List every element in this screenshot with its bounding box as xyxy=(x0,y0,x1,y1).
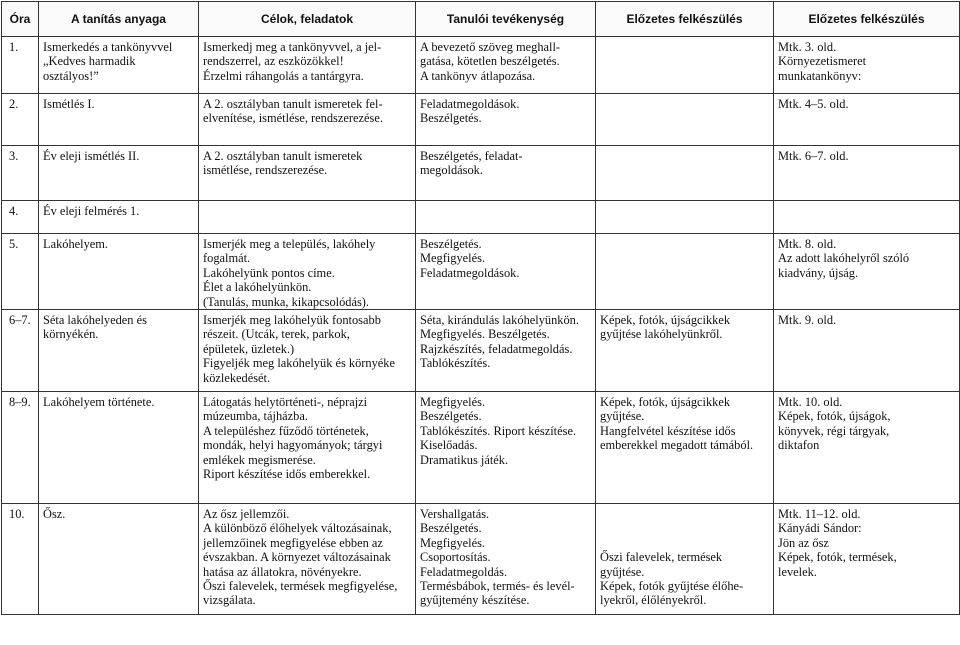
lesson-plan-table xyxy=(1,1,960,615)
cell-student-activity: Megfigyelés. Beszélgetés. Tablókészítés. Riport készítése. Kiselőadás. Dramatikus játék. xyxy=(416,392,596,504)
cell-preparation-2: Mtk. 8. old. Az adott lakóhelyről szóló kiadvány, újság. xyxy=(774,234,960,310)
cell-preparation-2: Mtk. 10. old. Képek, fotók, újságok, könyvek, régi tárgyak, diktafon xyxy=(774,392,960,504)
cell-teaching-material: Séta lakóhelyeden és környékén. xyxy=(39,310,199,392)
cell-preparation-2: Mtk. 9. old. xyxy=(774,310,960,392)
header-preparation-1: Előzetes felkészülés xyxy=(596,2,774,37)
cell-lesson-number: 8–9. xyxy=(2,392,39,504)
cell-goals-tasks: A 2. osztályban tanult ismeretek fel- elvenítése, ismétlése, rendszerezése. xyxy=(199,94,416,146)
cell-lesson-number: 6–7. xyxy=(2,310,39,392)
cell-preparation-1 xyxy=(596,37,774,94)
cell-teaching-material: Év eleji ismétlés II. xyxy=(39,146,199,201)
cell-lesson-number: 4. xyxy=(2,201,39,234)
table-row xyxy=(2,37,960,94)
cell-student-activity: Beszélgetés. Megfigyelés. Feladatmegoldások. xyxy=(416,234,596,310)
cell-lesson-number: 2. xyxy=(2,94,39,146)
cell-student-activity xyxy=(416,201,596,234)
cell-student-activity: A bevezető szöveg meghall- gatása, kötetlen beszélgetés. A tankönyv átlapozása. xyxy=(416,37,596,94)
cell-preparation-1: Képek, fotók, újságcikkek gyűjtése. Hangfelvétel készítése idős emberekkel megadott támából. xyxy=(596,392,774,504)
cell-goals-tasks: Ismerkedj meg a tankönyvvel, a jel- rendszerrel, az eszközökkel! Érzelmi ráhangolás a tantárgyra. xyxy=(199,37,416,94)
table-row xyxy=(2,310,960,392)
header-lesson-number: Óra xyxy=(2,2,39,37)
cell-teaching-material: Lakóhelyem története. xyxy=(39,392,199,504)
cell-student-activity: Séta, kirándulás lakóhelyünkön. Megfigyelés. Beszélgetés. Rajzkészítés, feladatmegoldás. Tablókészítés. xyxy=(416,310,596,392)
table-row xyxy=(2,392,960,504)
table-row xyxy=(2,504,960,615)
cell-student-activity: Beszélgetés, feladat- megoldások. xyxy=(416,146,596,201)
cell-teaching-material: Lakóhelyem. xyxy=(39,234,199,310)
header-goals-tasks: Célok, feladatok xyxy=(199,2,416,37)
cell-student-activity: Vershallgatás. Beszélgetés. Megfigyelés. Csoportosítás. Feladatmegoldás. Termésbábok, termés- és levél- gyűjtemény készítése. xyxy=(416,504,596,615)
cell-teaching-material: Év eleji felmérés 1. xyxy=(39,201,199,234)
cell-student-activity: Feladatmegoldások. Beszélgetés. xyxy=(416,94,596,146)
cell-preparation-2: Mtk. 3. old. Környezetismeret munkatankönyv: xyxy=(774,37,960,94)
header-student-activity: Tanulói tevékenység xyxy=(416,2,596,37)
cell-preparation-2: Mtk. 4–5. old. xyxy=(774,94,960,146)
table-row xyxy=(2,234,960,310)
cell-teaching-material: Ismerkedés a tankönyvvel „Kedves harmadik osztályos!” xyxy=(39,37,199,94)
cell-lesson-number: 3. xyxy=(2,146,39,201)
cell-lesson-number: 5. xyxy=(2,234,39,310)
cell-preparation-2 xyxy=(774,201,960,234)
cell-preparation-1 xyxy=(596,234,774,310)
table-row xyxy=(2,146,960,201)
cell-preparation-2: Mtk. 6–7. old. xyxy=(774,146,960,201)
cell-goals-tasks: Látogatás helytörténeti-, néprajzi múzeumba, tájházba. A településhez fűződő történetek, mondák, helyi hagyományok; tárgyi emlékek megismerése. Riport készítése idős emberekkel. xyxy=(199,392,416,504)
cell-preparation-1 xyxy=(596,94,774,146)
cell-preparation-1 xyxy=(596,146,774,201)
cell-preparation-2: Mtk. 11–12. old. Kányádi Sándor: Jön az ősz Képek, fotók, termések, levelek. xyxy=(774,504,960,615)
table-row xyxy=(2,94,960,146)
cell-lesson-number: 10. xyxy=(2,504,39,615)
header-teaching-material: A tanítás anyaga xyxy=(39,2,199,37)
cell-teaching-material: Ismétlés I. xyxy=(39,94,199,146)
cell-preparation-1: Őszi falevelek, termések gyűjtése. Képek, fotók gyűjtése élőhe- lyekről, élőlényekről. xyxy=(596,504,774,615)
cell-preparation-1: Képek, fotók, újságcikkek gyűjtése lakóhelyünkről. xyxy=(596,310,774,392)
cell-teaching-material: Ősz. xyxy=(39,504,199,615)
cell-preparation-1 xyxy=(596,201,774,234)
cell-goals-tasks: Ismerjék meg a település, lakóhely fogalmát. Lakóhelyünk pontos címe. Élet a lakóhelyünkön. (Tanulás, munka, kikapcsolódás). xyxy=(199,234,416,310)
table-body xyxy=(2,37,960,615)
table-row xyxy=(2,201,960,234)
cell-lesson-number: 1. xyxy=(2,37,39,94)
header-preparation-2: Előzetes felkészülés xyxy=(774,2,960,37)
cell-goals-tasks: Ismerjék meg lakóhelyük fontosabb részeit. (Utcák, terek, parkok, épületek, üzletek.) Figyeljék meg lakóhelyük és környéke közlekedését. xyxy=(199,310,416,392)
cell-goals-tasks: Az ősz jellemzői. A különböző élőhelyek változásainak, jellemzőinek megfigyelése ebben az évszakban. A környezet változásainak hatása az állatokra, növényekre. Őszi falevelek, termések megfigyelése, vizsgálata. xyxy=(199,504,416,615)
table-header xyxy=(2,2,960,37)
header-row xyxy=(2,2,960,37)
cell-goals-tasks: A 2. osztályban tanult ismeretek ismétlése, rendszerezése. xyxy=(199,146,416,201)
cell-goals-tasks xyxy=(199,201,416,234)
